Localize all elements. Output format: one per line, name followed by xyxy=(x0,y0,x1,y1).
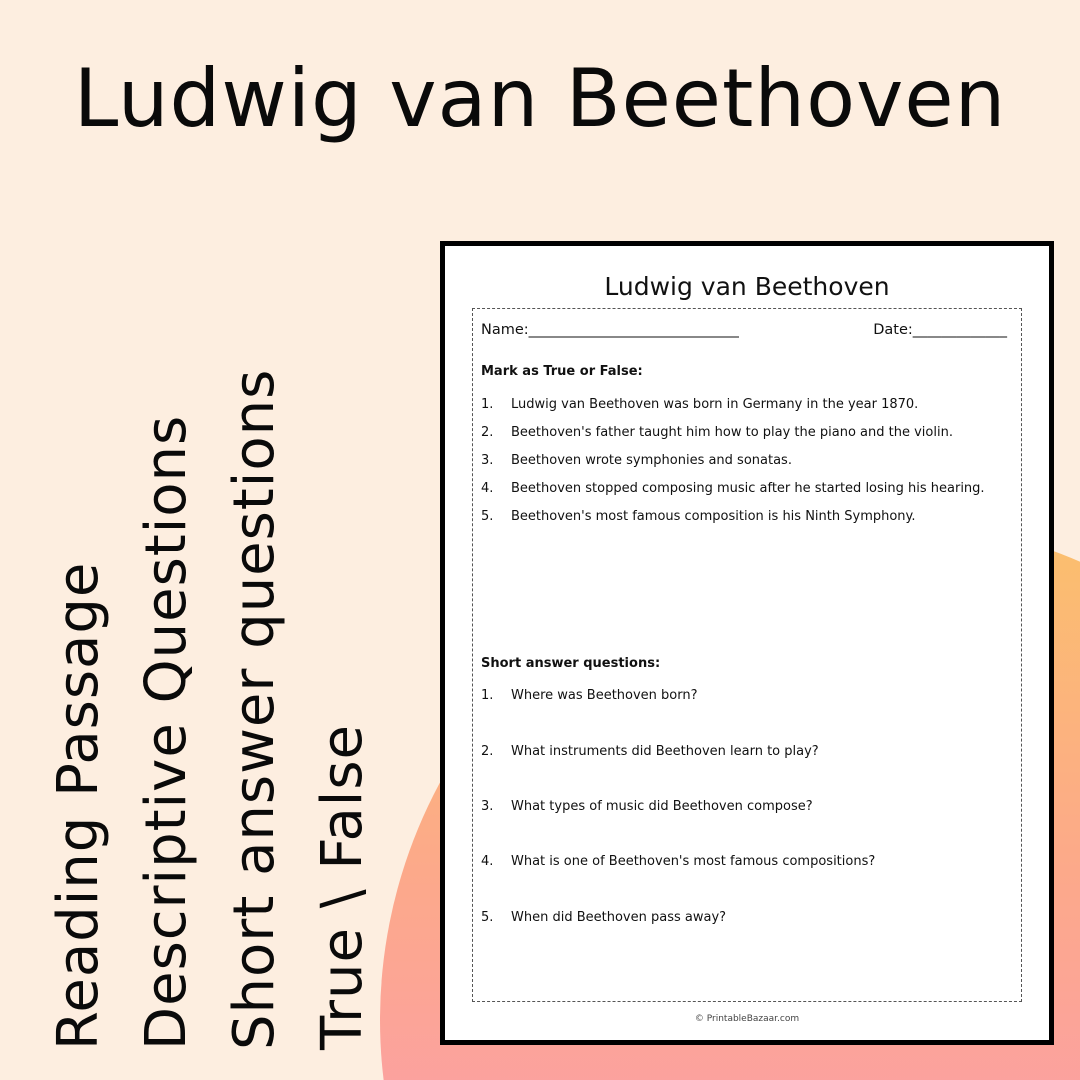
name-field-label: Name:_____________________________ xyxy=(481,322,739,338)
vertical-label-short-answer: Short answer questions xyxy=(222,368,287,1050)
true-false-item: 3. Beethoven wrote symphonies and sonatas. xyxy=(481,453,792,468)
vertical-labels xyxy=(45,290,375,1050)
short-answer-item: 2. What instruments did Beethoven learn to play? xyxy=(481,744,819,759)
vertical-label-true-false: True \ False xyxy=(310,724,375,1050)
true-false-heading: Mark as True or False: xyxy=(481,364,643,379)
worksheet-preview xyxy=(440,241,1054,1045)
worksheet-content-box xyxy=(472,308,1022,1002)
true-false-item: 4. Beethoven stopped composing music after he started losing his hearing. xyxy=(481,481,985,496)
date-field-label: Date:_____________ xyxy=(873,322,1007,338)
vertical-label-descriptive-questions: Descriptive Questions xyxy=(134,414,199,1050)
page-title: Ludwig van Beethoven xyxy=(73,52,1007,145)
short-answer-item: 4. What is one of Beethoven's most famous compositions? xyxy=(481,854,876,869)
short-answer-heading: Short answer questions: xyxy=(481,656,661,671)
true-false-item: 2. Beethoven's father taught him how to play the piano and the violin. xyxy=(481,425,953,440)
copyright-notice: © PrintableBazaar.com xyxy=(694,1014,800,1024)
short-answer-item: 5. When did Beethoven pass away? xyxy=(481,910,727,925)
short-answer-item: 3. What types of music did Beethoven compose? xyxy=(481,799,813,814)
vertical-label-reading-passage: Reading Passage xyxy=(46,561,111,1050)
true-false-item: 1. Ludwig van Beethoven was born in Germany in the year 1870. xyxy=(481,397,919,412)
true-false-item: 5. Beethoven's most famous composition is his Ninth Symphony. xyxy=(481,509,916,524)
worksheet-title: Ludwig van Beethoven xyxy=(604,272,890,301)
short-answer-item: 1. Where was Beethoven born? xyxy=(481,688,698,703)
